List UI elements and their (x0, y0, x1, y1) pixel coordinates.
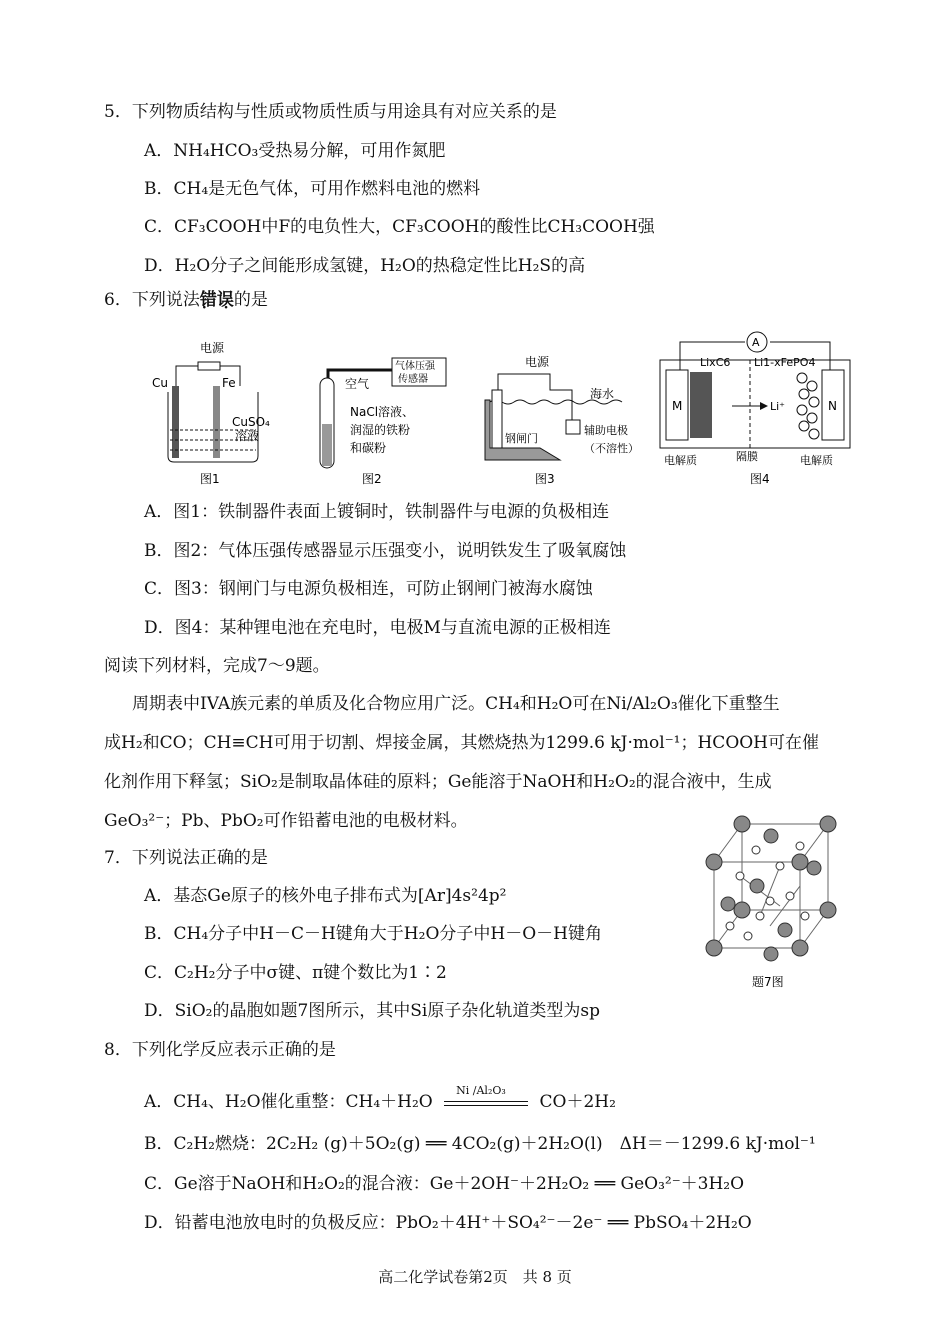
svg-text:M: M (672, 399, 683, 413)
reading-paragraph-line1: 周期表中IVA族元素的单质及化合物应用广泛。CH₄和H₂O可在Ni/Al₂O₃催化下重整生 (132, 694, 780, 714)
page-footer: 高二化学试卷第2页 共 8 页 (378, 1268, 572, 1286)
q6-stem (104, 288, 268, 312)
svg-text:海水: 海水 (590, 387, 615, 401)
q7-option-d: D．SiO₂的晶胞如题7图所示，其中Si原子杂化轨道类型为sp (144, 1001, 600, 1021)
figure-4 (660, 332, 850, 486)
q7-crystal-figure (700, 806, 850, 991)
figure-3 (485, 354, 639, 486)
q8-option-a-products: CO＋2H₂ (539, 1092, 616, 1112)
q7-stem: 7．下列说法正确的是 (104, 848, 268, 868)
q8-option-a-reactants: A．CH₄、H₂O催化重整：CH₄＋H₂O (144, 1092, 433, 1112)
reading-paragraph-line2: 成H₂和CO；CH≡CH可用于切割、焊接金属，其燃烧热为1299.6 kJ·mol⁻¹；HCOOH可在催 (104, 733, 820, 753)
q6-stem-post: 的是 (233, 290, 268, 310)
q8-option-d: D．铅蓄电池放电时的负极反应：PbO₂＋4H⁺＋SO₄²⁻－2e⁻ ══ PbSO₄＋2H₂O (144, 1213, 752, 1233)
q5-stem: 5．下列物质结构与性质或物质性质与用途具有对应关系的是 (104, 102, 557, 122)
q8-stem: 8．下列化学反应表示正确的是 (104, 1040, 336, 1060)
svg-text:图1: 图1 (200, 472, 220, 486)
q7-option-c: C．C₂H₂分子中σ键、π键个数比为1∶2 (144, 963, 447, 983)
q8-option-a-condition: Ni /Al₂O₃ (456, 1083, 506, 1097)
q5-option-b: B．CH₄是无色气体，可用作燃料电池的燃料 (144, 179, 481, 199)
svg-text:Fe: Fe (222, 376, 236, 390)
q7-option-b: B．CH₄分子中H－C－H键角大于H₂O分子中H－O－H键角 (144, 924, 602, 944)
q6-option-b: B．图2：气体压强传感器显示压强变小，说明铁发生了吸氧腐蚀 (144, 541, 627, 561)
svg-text:（不溶性）: （不溶性） (584, 442, 639, 455)
svg-text:空气: 空气 (345, 377, 370, 391)
svg-text:图4: 图4 (750, 472, 770, 486)
svg-text:A: A (752, 336, 760, 349)
svg-text:图3: 图3 (535, 472, 555, 486)
q6-option-a: A．图1：铁制器件表面上镀铜时，铁制器件与电源的负极相连 (144, 502, 610, 522)
reading-intro: 阅读下列材料，完成7～9题。 (104, 656, 330, 676)
reading-paragraph-line4: GeO₃²⁻；Pb、PbO₂可作铅蓄电池的电极材料。 (104, 811, 468, 831)
svg-text:溶液: 溶液 (235, 429, 260, 443)
svg-text:CuSO₄: CuSO₄ (232, 415, 270, 429)
svg-text:LixC6: LixC6 (700, 356, 731, 369)
q5-option-c: C．CF₃COOH中F的电负性大，CF₃COOH的酸性比CH₃COOH强 (144, 217, 655, 237)
svg-text:和碳粉: 和碳粉 (350, 441, 387, 455)
svg-text:电源: 电源 (200, 341, 225, 355)
q5-option-a: A．NH₄HCO₃受热易分解，可用作氮肥 (144, 141, 446, 161)
svg-text:电解质: 电解质 (800, 454, 833, 467)
figure-1 (152, 340, 270, 486)
svg-text:NaCl溶液、: NaCl溶液、 (350, 405, 415, 419)
q6-option-d: D．图4：某种锂电池在充电时，电极M与直流电源的正极相连 (144, 618, 611, 638)
svg-text:隔膜: 隔膜 (736, 450, 758, 463)
svg-text:Li⁺: Li⁺ (770, 400, 785, 413)
svg-text:气体压强: 气体压强 (395, 361, 435, 372)
svg-text:润湿的铁粉: 润湿的铁粉 (350, 423, 411, 437)
q8-option-c: C．Ge溶于NaOH和H₂O₂的混合液：Ge＋2OH⁻＋2H₂O₂ ══ GeO₃²⁻＋3H₂O (144, 1174, 745, 1194)
q5-option-d: D．H₂O分子之间能形成氢键，H₂O的热稳定性比H₂S的高 (144, 256, 586, 276)
reading-paragraph-line3: 化剂作用下释氢；SiO₂是制取晶体硅的原料；Ge能溶于NaOH和H₂O₂的混合液中，生成 (104, 772, 772, 792)
q6-figures (140, 330, 860, 490)
q8-option-b: B．C₂H₂燃烧：2C₂H₂ (g)＋5O₂(g) ══ 4CO₂(g)＋2H₂O(l) ΔH＝－1299.6 kJ·mol⁻¹ (144, 1134, 816, 1154)
svg-text:Li1-xFePO4: Li1-xFePO4 (754, 356, 816, 369)
q6-stem-emphasis: 错误 · · (200, 290, 234, 310)
svg-text:电解质: 电解质 (664, 454, 697, 467)
svg-text:Cu: Cu (152, 376, 168, 390)
q7-option-a: A．基态Ge原子的核外电子排布式为[Ar]4s²4p² (144, 886, 507, 906)
svg-text:辅助电极: 辅助电极 (584, 424, 628, 437)
svg-text:题7图: 题7图 (752, 975, 784, 989)
svg-text:传感器: 传感器 (398, 374, 428, 385)
svg-text:N: N (828, 399, 837, 413)
q8-option-a (144, 1083, 616, 1114)
figure-2 (320, 358, 446, 486)
svg-text:电源: 电源 (525, 355, 550, 369)
q6-stem-pre: 6．下列说法 (104, 290, 200, 310)
svg-text:钢闸门: 钢闸门 (505, 432, 538, 445)
svg-text:图2: 图2 (362, 472, 382, 486)
q6-option-c: C．图3：钢闸门与电源负极相连，可防止钢闸门被海水腐蚀 (144, 579, 593, 599)
